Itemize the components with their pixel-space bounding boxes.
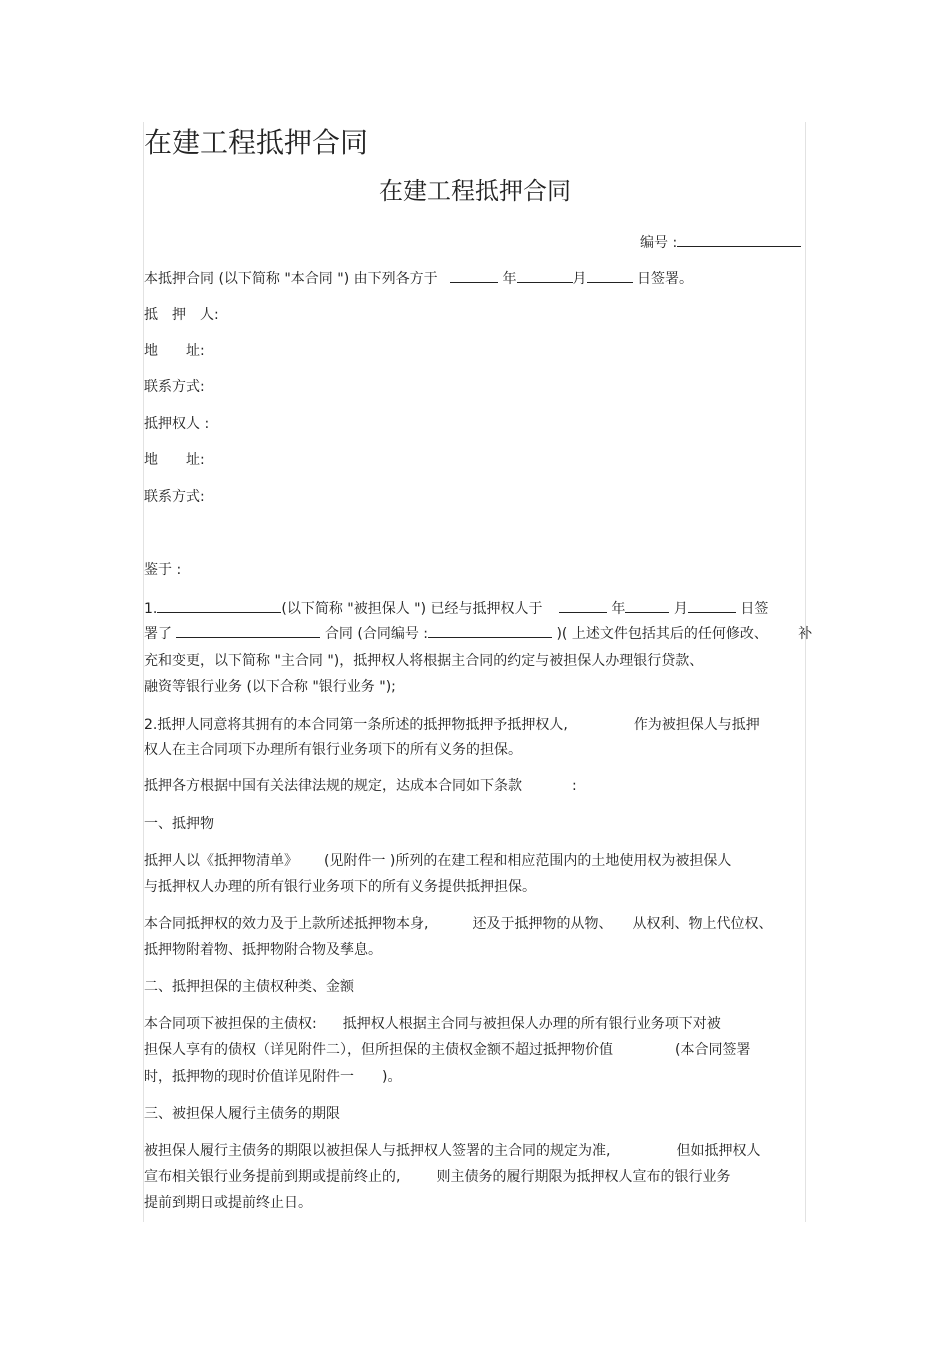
day-signed-label: 日签署。 <box>636 271 693 287</box>
contract-number-row <box>640 232 801 253</box>
mortgagor-address-label: 地 址: <box>144 343 205 359</box>
right-margin-line <box>805 122 806 1222</box>
signing-date-line <box>144 268 693 289</box>
clause1-line1 <box>144 598 768 619</box>
mortgagee-contact-label: 联系方式: <box>144 489 205 505</box>
clause1-line3: 充和变更，以下简称 "主合同 ")，抵押权人将根据主合同的约定与被担保人办理银行贷款、 <box>144 653 704 669</box>
clause1-line2 <box>144 623 812 644</box>
section1-p2-line1 <box>144 914 772 934</box>
clause1-supplement-text: 补 <box>798 626 813 642</box>
clause2-line1 <box>144 715 760 735</box>
section3-text-a: 被担保人履行主债务的期限以被担保人与抵押权人签署的主合同的规定为准, <box>144 1143 611 1159</box>
agreement-line <box>144 776 577 796</box>
contract-title: 在建工程抵押合同 <box>379 177 571 205</box>
signing-day-blank <box>587 268 633 283</box>
section2-heading: 二、抵押担保的主债权种类、金额 <box>144 979 354 995</box>
section1-p2-text-a: 本合同抵押权的效力及于上款所述抵押物本身, <box>144 916 429 932</box>
clause1-number: 1. <box>144 601 158 617</box>
clause1-text-a: (以下简称 "被担保人 ") 已经与抵押权人于 <box>281 601 543 617</box>
section1-p2-text-c: 从权利、物上代位权、 <box>632 916 773 932</box>
signing-intro-text: 本抵押合同 (以下简称 "本合同 ") 由下列各方于 <box>144 271 438 287</box>
clause1-year-blank <box>559 598 607 613</box>
section1-p2-line2: 抵押物附着物、抵押物附合物及孳息。 <box>144 942 382 958</box>
guaranteed-party-blank <box>157 598 281 613</box>
mortgagor-label: 抵 押 人: <box>144 307 219 323</box>
section2-text-b: 抵押权人根据主合同与被担保人办理的所有银行业务项下对被 <box>342 1016 721 1032</box>
section3-text-b: 但如抵押权人 <box>676 1143 761 1159</box>
section2-text-e: 时，抵押物的现时价值详见附件一 <box>144 1069 354 1085</box>
section2-line1 <box>144 1014 721 1034</box>
section2-text-f: )。 <box>382 1069 402 1085</box>
contract-number-label: 编号 : <box>640 235 678 251</box>
agreement-text: 抵押各方根据中国有关法律法规的规定，达成本合同如下条款 <box>144 778 522 794</box>
section2-text-c: 担保人享有的债权（详见附件二），但所担保的主债权金额不超过抵押物价值 <box>144 1042 613 1058</box>
section1-p2-text-b: 还及于抵押物的从物、 <box>472 916 613 932</box>
section3-heading: 三、被担保人履行主债务的期限 <box>144 1106 340 1122</box>
signing-year-blank <box>450 268 498 283</box>
year-label: 年 <box>502 271 517 287</box>
month-label: 月 <box>572 271 587 287</box>
signing-month-blank <box>517 268 573 283</box>
agreement-colon: : <box>572 778 577 794</box>
section3-line2 <box>144 1167 730 1187</box>
whereas-heading: 鉴于 : <box>144 562 182 578</box>
section3-line1 <box>144 1141 760 1161</box>
main-contract-name-blank <box>176 623 320 638</box>
section3-line3: 提前到期日或提前终止日。 <box>144 1195 312 1211</box>
clause2-text-a: 2.抵押人同意将其拥有的本合同第一条所述的抵押物抵押予抵押权人, <box>144 717 568 733</box>
section1-p1-line2: 与抵押权人办理的所有银行业务项下的所有义务提供抵押担保。 <box>144 879 536 895</box>
section2-line2 <box>144 1040 750 1060</box>
clause2-line2: 权人在主合同项下办理所有银行业务项下的所有义务的担保。 <box>144 742 522 758</box>
section1-p1-line1 <box>144 851 731 871</box>
clause1-day-blank <box>688 598 736 613</box>
mortgagee-address-label: 地 址: <box>144 452 205 468</box>
section1-heading: 一、抵押物 <box>144 816 214 832</box>
contract-number-blank <box>677 232 801 247</box>
section2-line3 <box>144 1067 401 1087</box>
clause2-text-b: 作为被担保人与抵押 <box>633 717 760 733</box>
section2-text-a: 本合同项下被担保的主债权: <box>144 1016 317 1032</box>
section2-text-d: (本合同签署 <box>675 1042 751 1058</box>
section3-text-c: 宣布相关银行业务提前到期或提前终止的, <box>144 1169 401 1185</box>
clause1-line4: 融资等银行业务 (以下合称 "银行业务 "); <box>144 679 396 695</box>
section3-text-d: 则主债务的履行期限为抵押权人宣布的银行业务 <box>436 1169 731 1185</box>
clause1-day-label: 日签 <box>740 601 769 617</box>
main-contract-number-blank <box>428 623 552 638</box>
document-title: 在建工程抵押合同 <box>144 126 369 159</box>
clause1-month-blank <box>625 598 669 613</box>
clause1-year-label: 年 <box>611 601 626 617</box>
clause1-month-label: 月 <box>673 601 688 617</box>
mortgagee-label: 抵押权人 : <box>144 416 210 432</box>
clause1-signed-text: 署了 <box>144 626 172 642</box>
section1-p1-text: (见附件一 )所列的在建工程和相应范围内的土地使用权为被担保人 <box>324 853 732 869</box>
mortgagor-contact-label: 联系方式: <box>144 379 205 395</box>
clause1-amendments-text: )( 上述文件包括其后的任何修改、 <box>556 626 768 642</box>
contract-number-text: 合同 (合同编号 : <box>324 626 428 642</box>
collateral-list-ref: 抵押人以《抵押物清单》 <box>144 853 298 869</box>
